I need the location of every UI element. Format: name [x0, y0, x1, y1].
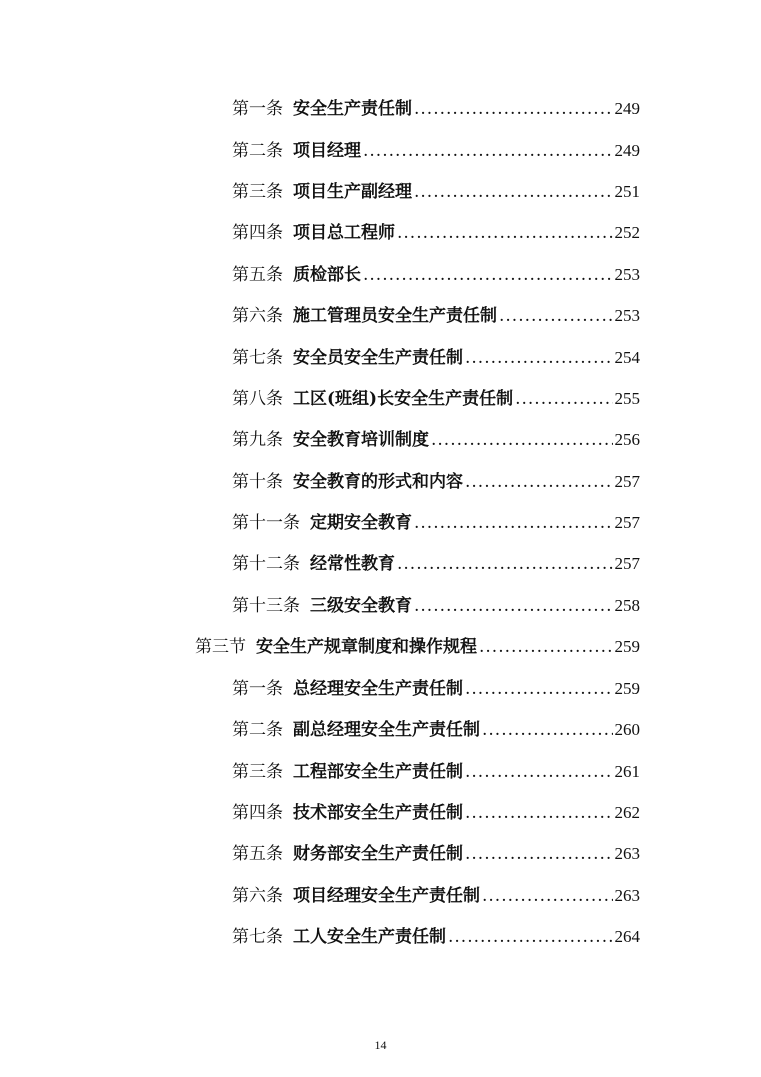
toc-entry	[232, 676, 640, 702]
dot-leader	[397, 551, 613, 577]
toc-entry	[232, 551, 640, 577]
dot-leader	[465, 676, 613, 702]
toc-entry-number: 第三条	[232, 762, 283, 782]
toc-entry-title: 项目生产副经理	[293, 182, 412, 202]
toc-entry-page: 261	[614, 762, 640, 781]
toc-entry-number: 第七条	[232, 927, 283, 947]
toc-entry-title: 安全员安全生产责任制	[293, 348, 463, 368]
toc-entry-number: 第六条	[232, 886, 283, 906]
toc-entry-number: 第十一条	[232, 513, 300, 533]
toc-entry	[232, 841, 640, 867]
dot-leader	[479, 634, 613, 660]
toc-entry-page: 263	[614, 886, 640, 905]
toc-entry-page: 256	[614, 430, 640, 449]
toc-entry	[232, 759, 640, 785]
toc-entry-page: 264	[614, 927, 640, 946]
toc-entry-number: 第五条	[232, 265, 283, 285]
toc-entry	[232, 386, 640, 412]
dot-leader	[414, 510, 613, 536]
toc-entry	[232, 262, 640, 288]
toc-entry-number: 第一条	[232, 679, 283, 699]
dot-leader	[465, 800, 613, 826]
toc-entry-number: 第十三条	[232, 596, 300, 616]
dot-leader	[414, 96, 613, 122]
toc-section	[195, 634, 640, 660]
toc-entry-page: 249	[614, 141, 640, 160]
dot-leader	[448, 924, 613, 950]
toc-entry-number: 第八条	[232, 389, 283, 409]
toc-entry-page: 257	[614, 554, 640, 573]
toc-entry	[232, 303, 640, 329]
toc-entry-page: 257	[614, 472, 640, 491]
toc-entry-number: 第七条	[232, 348, 283, 368]
toc-entry-number: 第十条	[232, 472, 283, 492]
toc-section-number: 第三节	[195, 637, 246, 657]
toc-entry-title: 质检部长	[293, 265, 361, 285]
toc-entry-number: 第一条	[232, 99, 283, 119]
toc-entry-number: 第六条	[232, 306, 283, 326]
dot-leader	[363, 262, 613, 288]
toc-entry-title: 安全教育的形式和内容	[293, 472, 463, 492]
toc-entry-number: 第二条	[232, 141, 283, 161]
toc-entry	[232, 345, 640, 371]
toc-entry-title: 技术部安全生产责任制	[293, 803, 463, 823]
toc-entry	[232, 138, 640, 164]
toc-entry-number: 第三条	[232, 182, 283, 202]
toc-entry-number: 第十二条	[232, 554, 300, 574]
toc-entry-page: 259	[614, 679, 640, 698]
toc-entry-title: 安全教育培训制度	[293, 430, 429, 450]
dot-leader	[515, 386, 612, 412]
dot-leader	[397, 220, 613, 246]
toc-entry-number: 第四条	[232, 223, 283, 243]
toc-entry-number: 第九条	[232, 430, 283, 450]
toc-entry	[232, 179, 640, 205]
dot-leader	[482, 717, 613, 743]
dot-leader	[499, 303, 613, 329]
toc-entry-title: 财务部安全生产责任制	[293, 844, 463, 864]
toc-entry-title: 安全生产责任制	[293, 99, 412, 119]
toc-entry	[232, 717, 640, 743]
dot-leader	[414, 179, 613, 205]
dot-leader	[431, 427, 613, 453]
toc-entry-title: 施工管理员安全生产责任制	[293, 306, 497, 326]
toc-entry	[232, 924, 640, 950]
toc-entry-number: 第四条	[232, 803, 283, 823]
toc-entry-title: 工区(班组)长安全生产责任制	[293, 389, 514, 409]
toc-entry-title: 经常性教育	[310, 554, 395, 574]
toc-section-title: 安全生产规章制度和操作规程	[256, 637, 477, 657]
toc-entry	[232, 469, 640, 495]
toc-entry-title: 项目经理	[293, 141, 361, 161]
toc-entry	[232, 220, 640, 246]
toc-entry-title: 项目经理安全生产责任制	[293, 886, 480, 906]
toc-entry-page: 263	[614, 844, 640, 863]
toc-entry-page: 253	[614, 265, 640, 284]
toc-entry-title: 项目总工程师	[293, 223, 395, 243]
toc-entry-number: 第五条	[232, 844, 283, 864]
toc-entry-title: 三级安全教育	[310, 596, 412, 616]
toc-entry-number: 第二条	[232, 720, 283, 740]
toc-entry-page: 251	[614, 182, 640, 201]
dot-leader	[465, 759, 613, 785]
page-number: 14	[374, 1038, 387, 1052]
dot-leader	[414, 593, 613, 619]
toc-entry-title: 工人安全生产责任制	[293, 927, 446, 947]
toc-entry	[232, 96, 640, 122]
toc-entry	[232, 510, 640, 536]
dot-leader	[482, 883, 613, 909]
toc-entry-page: 262	[614, 803, 640, 822]
dot-leader	[465, 469, 613, 495]
toc-entry-page: 254	[614, 348, 640, 367]
toc-entry-title: 副总经理安全生产责任制	[293, 720, 480, 740]
toc-entry-page: 253	[614, 306, 640, 325]
toc-entry-page: 252	[614, 223, 640, 242]
toc-entry-title: 工程部安全生产责任制	[293, 762, 463, 782]
toc-entry-page: 260	[614, 720, 640, 739]
toc-entry	[232, 427, 640, 453]
toc-entry-title: 定期安全教育	[310, 513, 412, 533]
toc-section-page: 259	[614, 637, 640, 656]
toc-entry	[232, 883, 640, 909]
dot-leader	[465, 841, 613, 867]
toc-entry-page: 249	[614, 99, 640, 118]
dot-leader	[363, 138, 613, 164]
toc-entry-page: 258	[614, 596, 640, 615]
toc-entry	[232, 593, 640, 619]
dot-leader	[465, 345, 613, 371]
toc-entry-title: 总经理安全生产责任制	[293, 679, 463, 699]
toc-entry	[232, 800, 640, 826]
toc-entry-page: 257	[614, 513, 640, 532]
toc-entry-page: 255	[614, 389, 640, 408]
